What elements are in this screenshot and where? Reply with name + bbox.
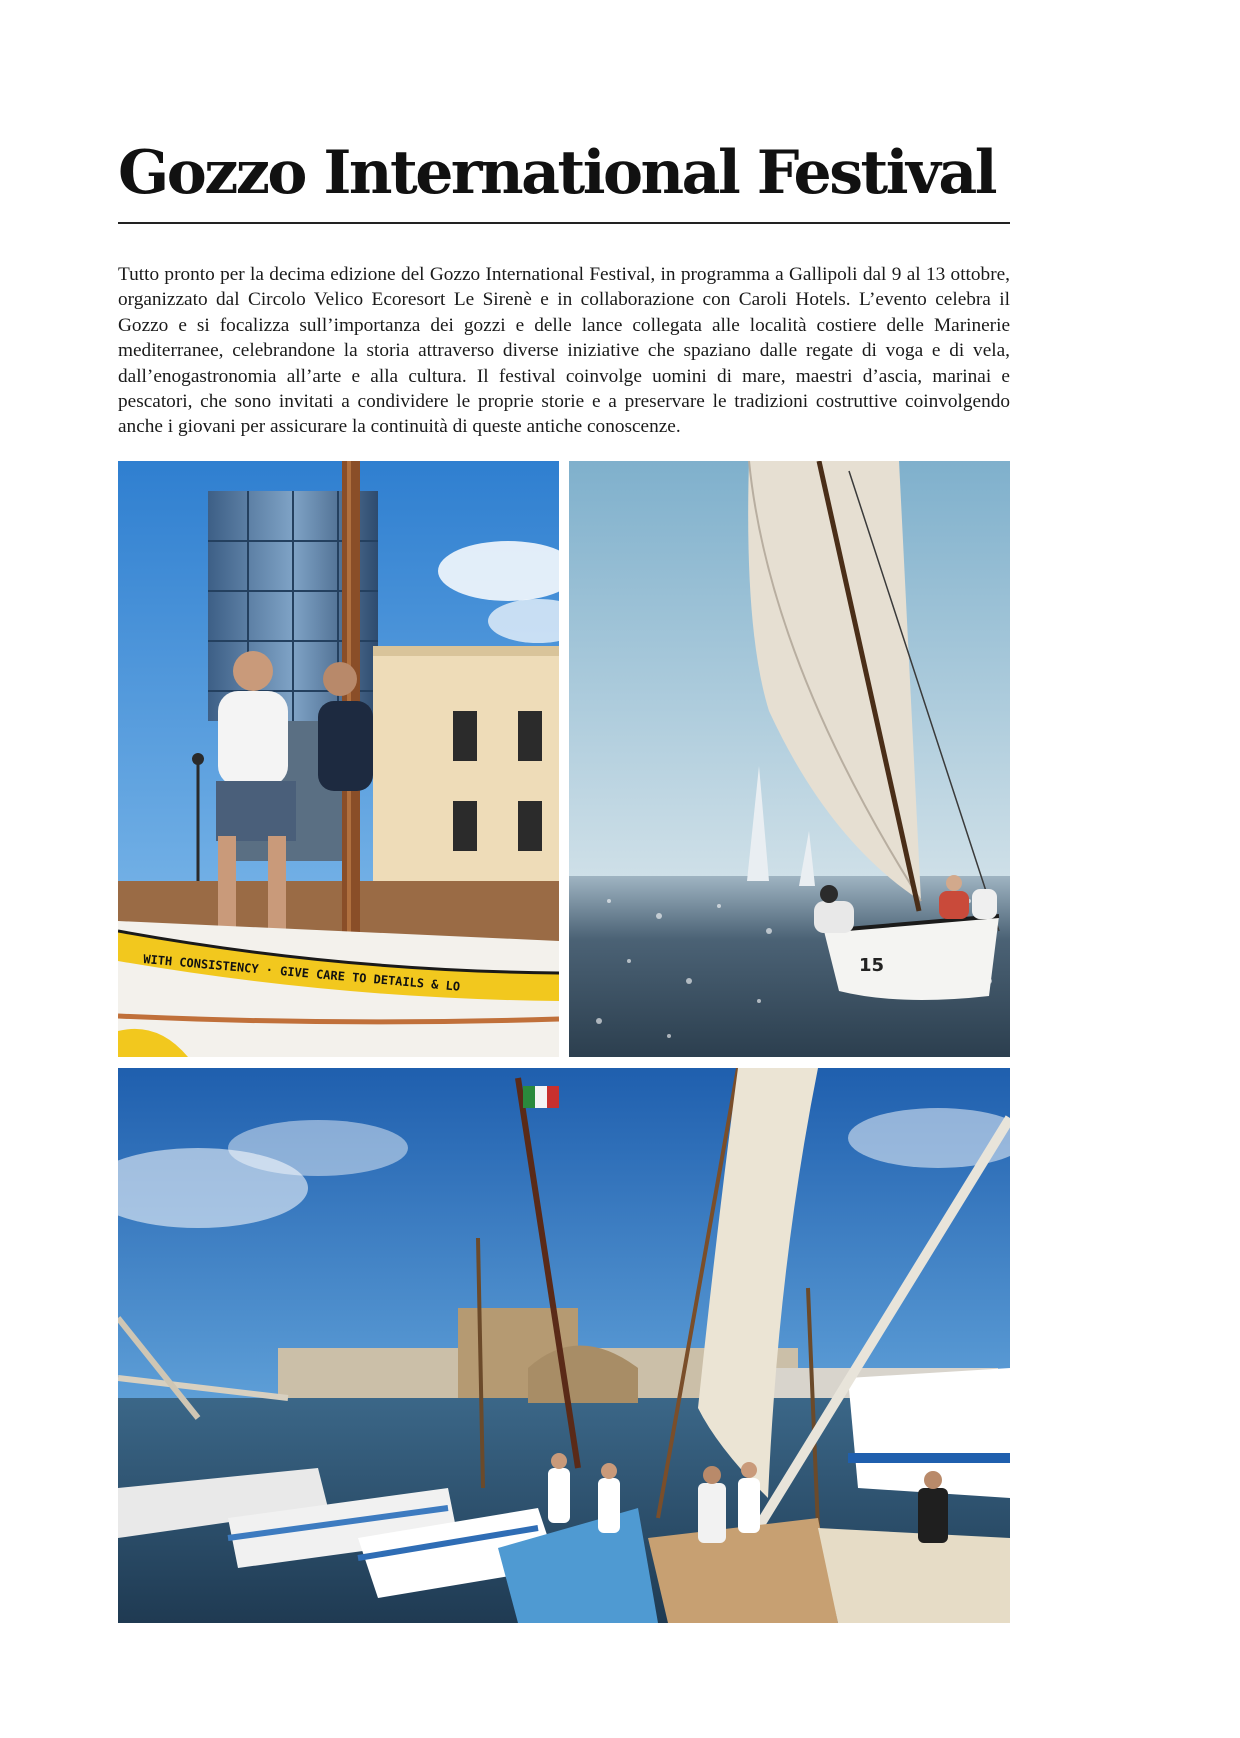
photo-harbour-boats [118, 1068, 1010, 1623]
boat-lettering: WITH CONSISTENCY · GIVE CARE TO DETAILS & LO [142, 952, 461, 994]
photo-sailing-boat [569, 461, 1010, 1057]
article-body: Tutto pronto per la decima edizione del Gozzo International Festival, in programma a Gallipoli dal 9 al 13 ottobre, organizzato dal Circolo Velico Ecoresort Le Sirenè e in collaborazione con Caroli Hotels. L’evento celebra il Gozzo e si focalizza sull’importanza dei gozzi e delle lance collegata alle località costiere delle Marinerie mediterranee, celebrandone la storia attraverso diverse iniziative che spaziano dalle regate di voga e di vela, dall’enogastronomia all’arte e alla cultura. Il festival coinvolge uomini di mare, maestri d’ascia, marinai e pescatori, che sono invitati a condividere le proprie storie e a preservare le tradizioni costruttive coinvolgendo anche i giovani per assicurare la continuità di queste antiche conoscenze. [118, 264, 1010, 438]
title-divider [118, 222, 1010, 224]
hull-number: 15 [859, 955, 885, 976]
page-title: Gozzo International Festival [118, 138, 996, 208]
photo-dock-boat [118, 461, 559, 1057]
